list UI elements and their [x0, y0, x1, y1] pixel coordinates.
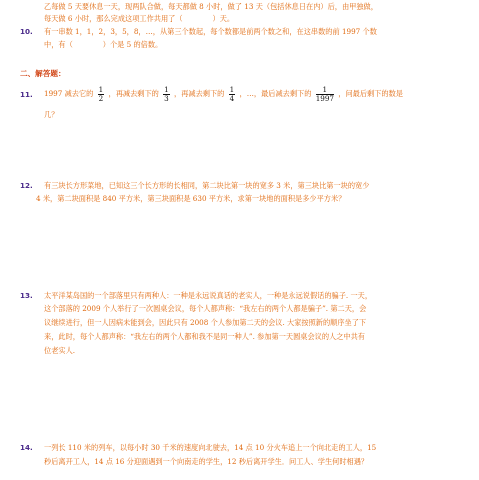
q10-line-2: [44, 40, 162, 49]
q11-fraction-3-numerator: 1: [229, 84, 235, 94]
q13-line-3: 议继续进行，但一人因病未能到会，因此只有 2008 个人参加第二天的会议. 大家按照新的顺序坐了下: [44, 318, 367, 327]
q12-number: 12.: [20, 181, 33, 190]
q11-part-4: ，…，最后减去剩下的: [239, 89, 312, 98]
q11-fraction-4-numerator: 1: [316, 86, 334, 95]
q11-fraction-1-numerator: 1: [98, 84, 104, 94]
q11-fraction-1: [98, 86, 105, 103]
q13-line-2: 这个部落的 2009 个人举行了一次圆桌会议，每个人都声称：“我左右的两个人都是骗子”. 第二天，会: [44, 304, 367, 313]
q11-line-2: 几？: [44, 110, 59, 119]
q11-fraction-4-denominator: 1997: [315, 93, 334, 103]
q11-part-2: ，再减去剩下的: [108, 89, 159, 98]
q10-line-2-text: 中，有（: [44, 40, 73, 49]
q11-fraction-2-denominator: 3: [164, 93, 169, 103]
q9-line-2-text: 每天做 6 小时，那么完成这项工作共用了（: [44, 14, 183, 23]
q11-fraction-2: [163, 86, 170, 103]
q11-number: 11.: [20, 90, 33, 99]
q13-line-4: 来，此时，每个人都声称：“我左右的两个人都和我不是同一种人”. 参加第一天圆桌会议的人之中共有: [44, 332, 365, 341]
q12-line-1: 有三块长方形菜地，已知这三个长方形的长相同，第二块比第一块的宽多 3 米，第三块比第一块的宽少: [44, 181, 370, 190]
q9-line-1: 乙每做 5 天要休息一天，现两队合做，每天都做 8 小时，做了 13 天（包括休息日在内）后，由甲独做，: [44, 2, 378, 11]
q11-line-1: [44, 83, 403, 105]
q14-line-1: 一列长 110 米的列车，以每小时 30 千米的速度向北驶去，14 点 10 分火车追上一个向北走的工人，15: [44, 443, 377, 452]
q11-part-5: ，问最后剩下的数是: [338, 89, 403, 98]
q11-fraction-3: [229, 86, 236, 103]
q14-line-2: 秒后离开工人，14 点 16 分迎面遇到一个向南走的学生，12 秒后离开学生．问工人、学生何时相遇？: [44, 457, 369, 466]
section-title: 二、解答题：: [20, 69, 66, 78]
q12-line-2: 4 米，第二块面积是 840 平方米，第三块面积是 630 平方米，求第一块地的面积是多少平方米？: [36, 194, 346, 203]
q9-line-2: [44, 14, 234, 23]
q11-part-3: ，再减去剩下的: [174, 89, 225, 98]
q13-line-1: 太平洋某岛国的一个部落里只有两种人：一种是永远说真话的老实人，一种是永远说假话的骗子. 一天，: [44, 291, 373, 300]
q11-fraction-3-denominator: 4: [229, 93, 235, 103]
q13-line-5: 位老实人.: [44, 346, 76, 355]
q11-fraction-2-numerator: 1: [164, 84, 169, 94]
q10-line-2-end: ）个是 5 的倍数。: [102, 40, 163, 49]
q11-fraction-4: [316, 86, 334, 103]
q14-number: 14.: [20, 443, 33, 452]
q13-number: 13.: [20, 291, 33, 300]
q10-number: 10.: [20, 27, 33, 36]
q11-part-1: 1997 减去它的: [44, 89, 94, 98]
q10-line-1: 有一串数 1，1，2，3，5，8，…，从第三个数起，每个数都是前两个数之和，在这串数的前 1997 个数: [44, 27, 377, 36]
q9-line-2-end: ）天。: [212, 14, 235, 23]
q11-fraction-1-denominator: 2: [98, 93, 104, 103]
